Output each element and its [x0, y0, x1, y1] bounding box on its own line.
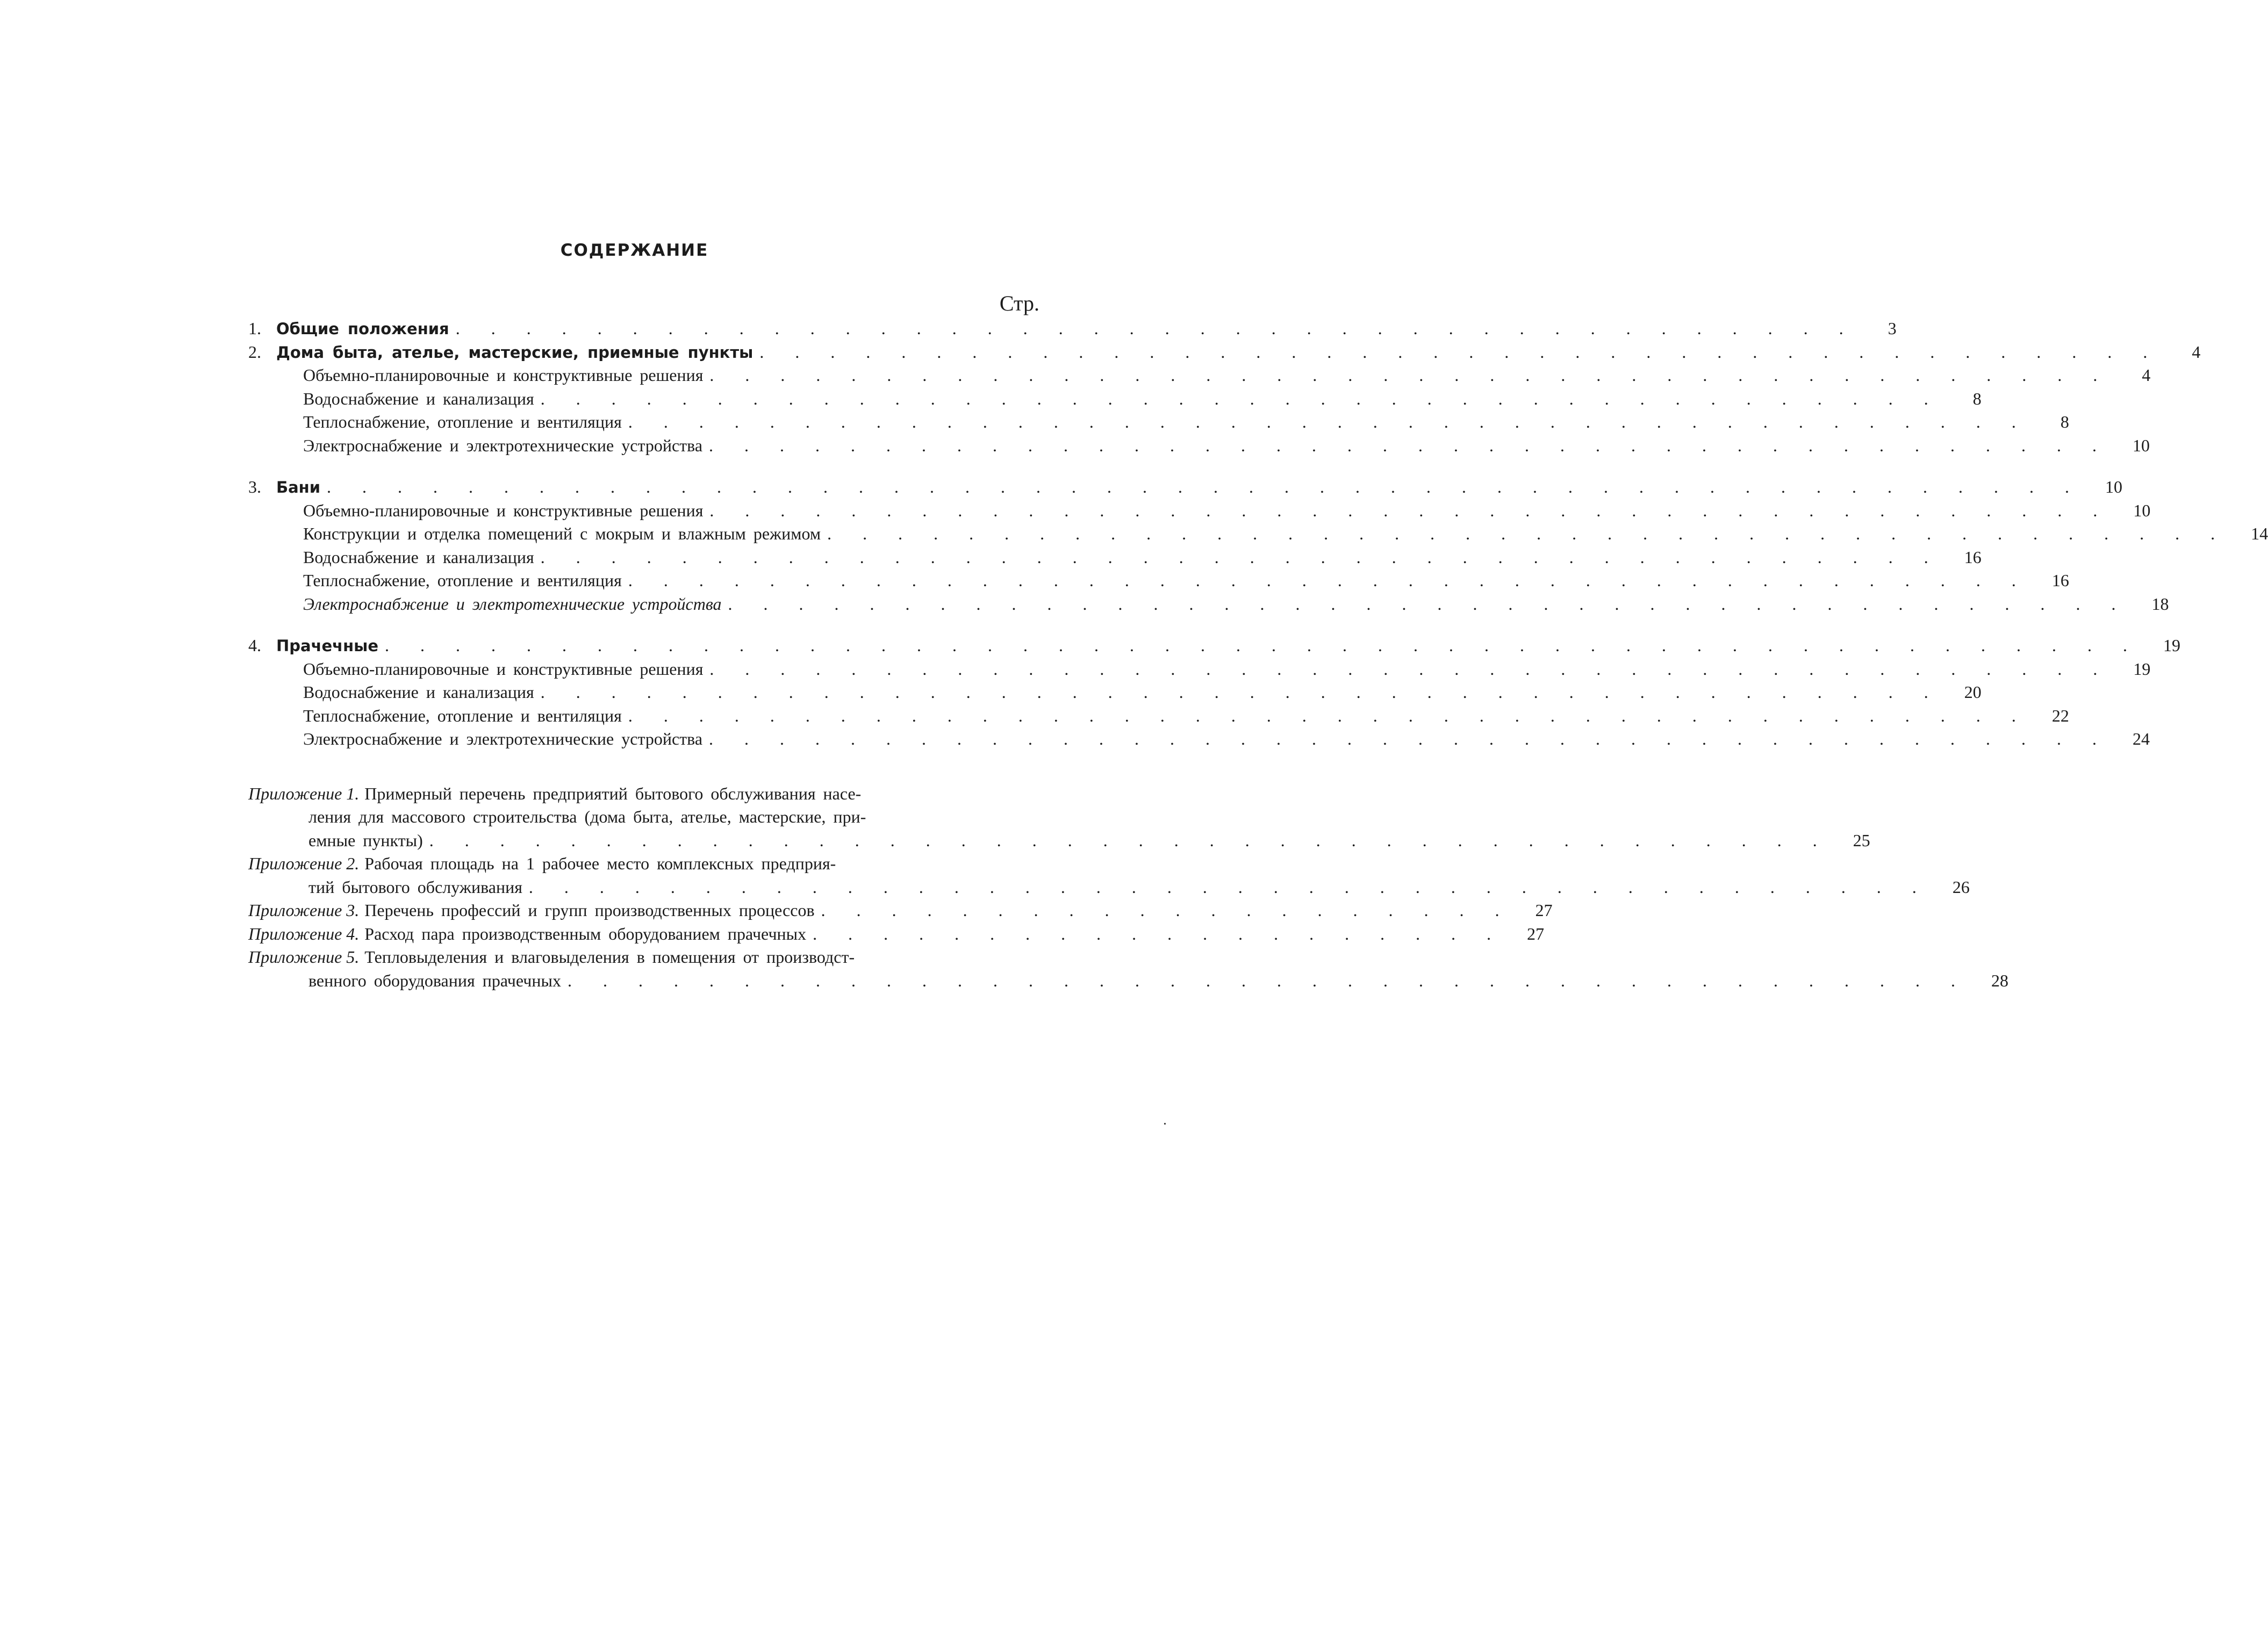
section-number: 4. [248, 636, 261, 655]
page-number: 24 [2133, 729, 2150, 748]
appendix-title-line: Примерный перечень предприятий бытового обслуживания насе- [364, 783, 862, 803]
appendix-continuation[interactable] [248, 829, 1870, 853]
toc-subsection[interactable] [248, 569, 2069, 593]
page-number: 4 [2142, 365, 2151, 385]
section-title: Прачечные [276, 637, 379, 655]
toc-subsection[interactable] [248, 681, 1982, 704]
toc-section-4[interactable] [248, 634, 2181, 658]
subsection-title: Теплоснабжение, отопление и вентиляция [303, 571, 622, 590]
subsection-title: Водоснабжение и канализация [303, 547, 534, 567]
page-number: 26 [1952, 877, 1970, 897]
section-number: 3. [248, 477, 261, 496]
subsection-title: Электроснабжение и электротехнические устройства [303, 594, 722, 614]
appendix-prefix: Приложение 5. [248, 947, 360, 967]
appendix-title-line: Перечень профессий и групп производственных процессов [364, 900, 815, 920]
subsection-title: Электроснабжение и электротехнические устройства [303, 435, 703, 455]
page-number: 25 [1853, 830, 1870, 850]
subsection-title: Водоснабжение и канализация [303, 388, 534, 408]
page-number: 10 [2105, 477, 2123, 496]
page-number: 19 [2133, 659, 2151, 679]
page-number: 27 [1535, 900, 1553, 920]
appendix-prefix: Приложение 1. [248, 783, 360, 803]
dot-leader: . . . . . . . . . . . . . . . . . . . . . . . . . . . . . . . . . . . . . . . . [728, 594, 2129, 614]
appendix-prefix: Приложение 4. [248, 924, 360, 943]
subsection-title: Конструкции и отделка помещений с мокрым и влажным режимом [303, 524, 821, 543]
toc-section-3[interactable] [248, 475, 2123, 499]
appendix-title-line: Тепловыделения и влаговыделения в помещения от производст- [364, 947, 855, 967]
toc-subsection[interactable] [248, 546, 1982, 570]
page-number: 22 [2051, 705, 2069, 725]
toc-subsection[interactable] [248, 522, 2268, 546]
page-number: 27 [1527, 924, 1545, 943]
appendix-continuation[interactable] [248, 876, 1970, 899]
appendix-prefix: Приложение 3. [248, 900, 360, 920]
appendix-title-line: Рабочая площадь на 1 рабочее место комплексных предприя- [364, 854, 836, 873]
subsection-title: Теплоснабжение, отопление и вентиляция [303, 705, 622, 725]
dot-leader: . . . . . . . . . . . . . . . . . . . . . . . . . . . . . . . . . . . . . . . . [528, 877, 1930, 897]
section-title: Бани [276, 478, 321, 496]
toc-subsection[interactable] [248, 434, 2150, 458]
page-column-label: Стр. [999, 291, 1039, 315]
dot-leader: . . . . . . . . . . . . . . . . . . . . [821, 900, 1513, 920]
dot-leader: . . . . . . . . . . . . . . . . . . . . . . . . . . . . . . . . . . . . . . . . [628, 571, 2029, 590]
page-number: 19 [2163, 636, 2181, 655]
appendix-title-line: емные пункты) [308, 830, 423, 850]
toc-appendix-4[interactable] [248, 923, 1545, 946]
subsection-title: Электроснабжение и электротехнические устройства [303, 729, 703, 748]
toc-appendix-3[interactable] [248, 899, 1553, 923]
page-number: 10 [2133, 435, 2150, 455]
subsection-title: Объемно-планировочные и конструктивные решения [303, 659, 704, 679]
toc-subsection[interactable] [248, 364, 2151, 387]
page-number: 18 [2151, 594, 2169, 614]
page-number: 10 [2133, 500, 2151, 520]
toc-subsection[interactable] [248, 593, 2169, 616]
dot-leader: . . . . . . . . . . . . . . . . . . . . . . . . . . . . . . . . . . . . . . . . [628, 412, 2029, 431]
toc-subsection[interactable] [248, 704, 2069, 728]
toc-subsection[interactable] [248, 499, 2151, 523]
toc-subsection[interactable] [248, 410, 2069, 434]
spacer [248, 457, 1044, 475]
section-number: 2. [248, 342, 261, 362]
dot-leader: . . . . . . . . . . . . . . . . . . . . . . . . . . . . . . . . . . . . . . . . [455, 319, 1857, 338]
page-number: 16 [2051, 571, 2069, 590]
toc-section-2[interactable] [248, 341, 2201, 364]
dot-leader: . . . . . . . . . . . . . . . . . . . . . . . . . . . . . . . . . . . . . . . . [429, 830, 1831, 850]
appendix-title-line: Расход пара производственным оборудованием прачечных [364, 924, 807, 943]
appendix-continuation [248, 805, 1044, 829]
dot-leader: . . . . . . . . . . . . . . . . . . . . . . . . . . . . . . . . . . . . . . . . [709, 500, 2111, 520]
spacer [248, 751, 1044, 782]
dot-leader: . . . . . . . . . . . . . . . . . . . . . . . . . . . . . . . . . . . . . . . . [709, 365, 2111, 385]
dot-leader: . . . . . . . . . . . . . . . . . . . . . . . . . . . . . . . . . . . . . . . . [759, 342, 2161, 362]
toc-subsection[interactable] [248, 658, 2151, 681]
page-number: 20 [1964, 682, 1982, 702]
table-of-contents [248, 290, 2268, 992]
page-number: 8 [1972, 388, 1982, 408]
page-number: 3 [1887, 319, 1897, 338]
page-title: СОДЕРЖАНИЕ [560, 241, 709, 260]
page-number: 14 [2251, 524, 2268, 543]
subsection-title: Объемно-планировочные и конструктивные решения [303, 500, 704, 520]
appendix-continuation[interactable] [248, 969, 2008, 993]
dot-leader: . . . . . . . . . . . . . . . . . . . . . . . . . . . . . . . . . . . . . . . . . . . . . . . . . . [385, 636, 2141, 655]
dot-leader: . . . . . . . . . . . . . . . . . . . . . . . . . . . . . . . . . . . . . . . . [709, 435, 2111, 455]
section-number: 1. [248, 319, 261, 338]
appendix-title-line: венного оборудования прачечных [308, 970, 561, 990]
dot-leader: . . . . . . . . . . . . . . . . . . . . . . . . . . . . . . . . . . . . . . . . [540, 547, 1942, 567]
appendix-title-line: ления для массового строительства (дома быта, ателье, мастерские, при- [308, 807, 866, 826]
toc-subsection[interactable] [248, 727, 2150, 751]
appendix-title-line: тий бытового обслуживания [308, 877, 522, 897]
dot-leader: . . . . . . . . . . . . . . . . . . . . . . . . . . . . . . . . . . . . . . . . [628, 705, 2029, 725]
toc-section-1[interactable] [248, 317, 1897, 341]
dot-leader: . . . . . . . . . . . . . . . . . . . . . . . . . . . . . . . . . . . . . . . . [827, 524, 2229, 543]
subsection-title: Объемно-планировочные и конструктивные решения [303, 365, 704, 385]
page-number: 16 [1964, 547, 1982, 567]
toc-appendix-5[interactable] [248, 946, 1044, 969]
dot-leader: . . . . . . . . . . . . . . . . . . . . . . . . . . . . . . . . . . . . . . . . [709, 659, 2111, 679]
dot-leader: . . . . . . . . . . . . . . . . . . . . . . . . . . . . . . . . . . . . . . . . [567, 970, 1969, 990]
toc-appendix-1[interactable] [248, 782, 1044, 806]
appendix-prefix: Приложение 2. [248, 854, 360, 873]
subsection-title: Водоснабжение и канализация [303, 682, 534, 702]
page-number: 4 [2192, 342, 2201, 362]
dot-leader: . . . . . . . . . . . . . . . . . . . . . . . . . . . . . . . . . . . . . . . . [709, 729, 2111, 748]
dot-leader: . . . . . . . . . . . . . . . . . . . . . . . . . . . . . . . . . . . . . . . . [540, 682, 1942, 702]
dot-leader: . . . . . . . . . . . . . . . . . . . . . . . . . . . . . . . . . . . . . . . . [540, 388, 1942, 408]
page-number: 8 [2060, 412, 2069, 431]
spacer [248, 616, 1044, 634]
subsection-title: Теплоснабжение, отопление и вентиляция [303, 412, 622, 431]
dot-leader: . . . . . . . . . . . . . . . . . . . . [813, 924, 1505, 943]
dot-leader: . . . . . . . . . . . . . . . . . . . . . . . . . . . . . . . . . . . . . . . . . . . . . . . . . . [327, 477, 2083, 496]
toc-appendix-2[interactable] [248, 852, 1044, 876]
scan-speck [1164, 1123, 1166, 1125]
section-title: Дома быта, ателье, мастерские, приемные пункты [276, 343, 753, 362]
page-number: 28 [1991, 970, 2008, 990]
toc-subsection[interactable] [248, 387, 1982, 411]
section-title: Общие положения [276, 320, 449, 338]
